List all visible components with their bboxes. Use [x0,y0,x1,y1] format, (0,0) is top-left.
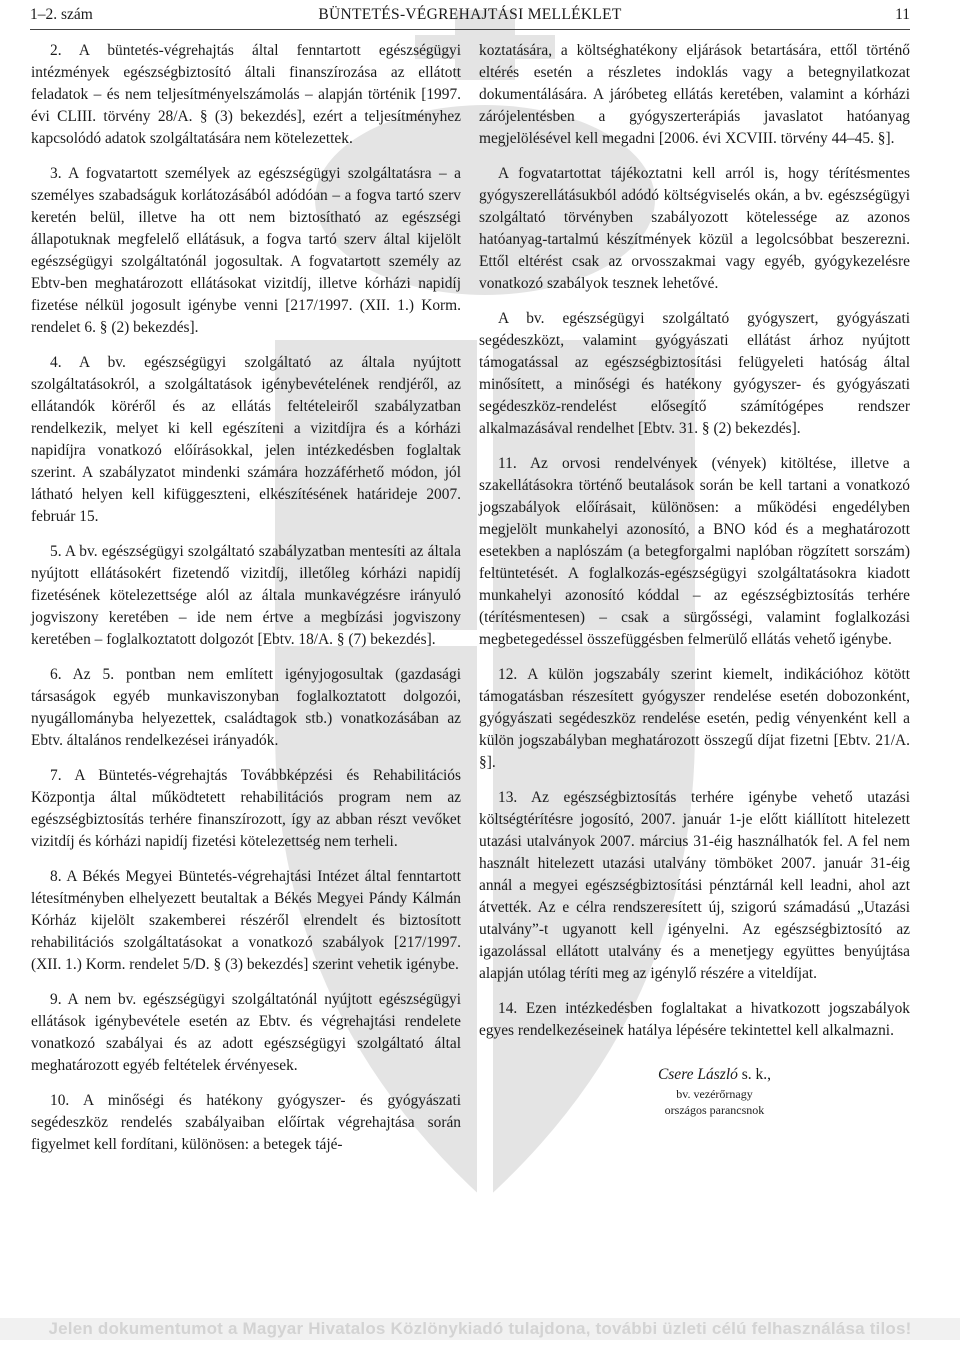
paragraph-14: 14. Ezen intézkedésben foglaltakat a hivatkozott jogszabályok egyes rendelkezéseinek hatálya lépésére tekintettel kell alkalmazni. [479,1000,910,1039]
signatory-rank: bv. vezérőrnagy [676,1087,753,1101]
publication-title: BÜNTETÉS-VÉGREHAJTÁSI MELLÉKLET [318,6,622,23]
paragraph-7: 7. A Büntetés-végrehajtás Továbbképzési és Rehabilitációs Központja által működtetett rehabilitációs program nem az egészségbiztosítás terhére finanszírozott, így az abban részt vevőket vizitdíj és kórházi napidíj fizetési kötelezettség nem terheli. [31,767,461,850]
signatory-position: országos parancsnok [664,1103,765,1117]
paragraph-8: 8. A Békés Megyei Büntetés-végrehajtási Intézet által fenntartott létesítményben elhelyezett beutaltak a Békés Megyei Pándy Kálmán Kórház kijelölt szakemberei részéről elrendelt és biztosított rehabilitációs szolgáltatásokat a vonatkozó szabályok [217/1997. (XII. 1.) Korm. rendelet 5/D. § (3) bekezdés] szerint vehetik igénybe. [31,868,461,973]
left-column [31,40,461,1169]
signature-block [479,1064,910,1118]
signatory-suffix: s. k., [737,1066,772,1083]
paragraph-13: 13. Az egészségbiztosítás terhére igénybe vehető utazási költségtérítésre jogosító, 2007. január 1-je előtt kiállított hitelezett utazási utalványok 2007. március 31-éig használhatók fel. A fel nem használt hitelezett utazási utalvány tömböket 2007. január 31-éig annál a megyei egészségbiztosítási pénztárnál kell leadni, ahol azt átvették. Az e célra rendszeresített új, szigorú számadású „Utazási utalvány”-t ugyanott kell igényelni. Az egészségbiztosító az igazolással ellátott utalvány és a menetjegy együttes benyújtása alapján utólag téríti meg az igénylő részére a viteldíjat. [479,789,910,982]
paragraph-10-prescribing: A bv. egészségügyi szolgáltató gyógyszert, gyógyászati segédeszközt, valamint gyógyászati ellátást árhoz nyújtott támogatással az egészségbiztosítási felügyeleti hatóság által minősített, a minőségi és hatékony gyógyszer- és gyógyászati segédeszköz-rendelést elősegítő számítógépes rendszer alkalmazásával rendelhet [Ebtv. 31. § (2) bekezdés]. [479,310,910,437]
paragraph-4: 4. A bv. egészségügyi szolgáltató az általa nyújtott szolgáltatásokról, a szolgáltatások igénybevételének rendjéről, az ellátandók köréről és az ellátás feltételeiről szabályzatban rendelkezik, melyet ki kell egészíteni a vizitdíjra és a kórházi napidíjra vonatkozó előírásokkal, jelen intézkedésben foglaltak szerint. A szabályzatot mindenki számára hozzáférhető módon, jól látható helyen kell kifüggeszteni, elkészítésének határideje 2007. február 15. [31,354,461,525]
paragraph-3: 3. A fogvatartott személyek az egészségügyi szolgáltatásra – a személyes szabadságuk korlátozásából adódóan – a fogva tartó szerv keretén belül, illetve ha ott nem biztosítható az egészségi állapotuknak megfelelő ellátásuk, a fogva tartó szerv által kijelölt egészségügyi szolgáltatónál jogosultak. A fogvatartott személy az Ebtv-ben meghatározott ellátásokat vizitdíj, illetve kórházi napidíj fizetése nélkül jogosult igénybe venni [217/1997. (XII. 1.) Korm. rendelet 6. § (2) bekezdés]. [31,165,461,336]
paragraph-10-continuation: koztatására, a költséghatékony eljárások betartására, ettől történő eltérés esetén a részletes indoklás vagy a betegnyilatkozat dokumentálására. A járóbeteg ellátás keretében, valamint a kórházi zárójelentésben a gyógyszerterápiás javaslatot hatóanyag megjelölésével kell megadni [2006. évi XCVIII. törvény 44–45. §]. [479,42,910,147]
paragraph-5: 5. A bv. egészségügyi szolgáltató szabályzatban mentesíti az általa nyújtott ellátásokért fizetendő vizitdíj, illetőleg kórházi napidíj fizetésének kötelezettsége alól az általa munkavégzésre irányuló jogviszony keretében – ide nem értve a megbízási jogviszony keretében – foglalkoztatott dolgozót [Ebtv. 18/A. § (7) bekezdés]. [31,543,461,648]
signatory-name: Csere László [657,1066,738,1083]
right-column [479,40,910,1118]
footer-watermark: Jelen dokumentumot a Magyar Hivatalos Közlönykiadó tulajdona, további üzleti célú felhasználása tilos! [48,1319,912,1338]
page-header [30,6,910,28]
paragraph-11: 11. Az orvosi rendelvények (vények) kitöltése, illetve a szakellátásokra történő beutalások során be kell tartani a vonatkozó jogszabályok előírásait, különösen: a működési engedélyben megjelölt munkahelyi azonosító, a BNO kód és a meghatározott esetekben a naplószám (a betegforgalmi naplóban rögzített sorszám) feltüntetését. A foglalkozás-egészségügyi szolgáltatásokra kiadott munkahelyi azonosító kóddal – az egészségbiztosítás terhére (térítésmentesen) – csak a sürgősségi, valamint foglalkozási megbetegedéssel összefüggésben felmerülő ellátás vehető igénybe. [479,455,910,648]
issue-number: 1–2. szám [30,6,93,23]
signatory-line [519,1064,910,1086]
paragraph-12: 12. A külön jogszabály szerint kiemelt, indikációhoz kötött támogatásban részesített gyógyszer rendelése esetén dobozonként, gyógyászati segédeszköz rendelése esetén, pedig vényenként kell a külön jogszabályban meghatározott összegű díjat fizetni [Ebtv. 21/A. §]. [479,666,910,771]
paragraph-10-detainee-info: A fogvatartottat tájékoztatni kell arról is, hogy térítésmentes gyógyszerellátásukból adódó költségviselés okán, a bv. egészségügyi szolgáltató törvényben szabályozott kötelessége az azonos hatóanyag-tartalmú készítmények közül a legolcsóbbat beszerezni. Ettől eltérést csak az orvosszakmai vagy egyéb, gyógykezelésre vonatkozó szabályok tesznek lehetővé. [479,165,910,292]
page-number: 11 [895,6,910,23]
paragraph-6: 6. Az 5. pontban nem említett igényjogosultak (gazdasági társaságok egyéb munkaviszonyban foglalkoztatott dolgozói, nyugállományba helyezettek, családtagok stb.) vonatkozásában az Ebtv. általános rendelkezései irányadók. [31,666,461,749]
paragraph-2: 2. A büntetés-végrehajtás által fenntartott egészségügyi intézmények egészségbiztosító általi finanszírozása az ellátott feladatok – és nem teljesítményelszámolás – alapján történik [1997. évi CLIII. törvény 28/A. § (3) bekezdés], ezért a teljesítményhez kapcsolódó adatok szolgáltatására nem kötelezettek. [31,42,461,147]
paragraph-10: 10. A minőségi és hatékony gyógyszer- és gyógyászati segédeszköz rendelés szabályaiban előírtak végrehajtása során figyelmet kell fordítani, különösen: a betegek tájé- [31,1092,461,1153]
header-rule [30,29,910,30]
paragraph-9: 9. A nem bv. egészségügyi szolgáltatónál nyújtott egészségügyi ellátások igénybevétele esetén az Ebtv. és végrehajtási rendelete vonatkozó szabályai és az adott egészségügyi szolgáltató által meghatározott egyéb feltételek érvényesek. [31,991,461,1074]
